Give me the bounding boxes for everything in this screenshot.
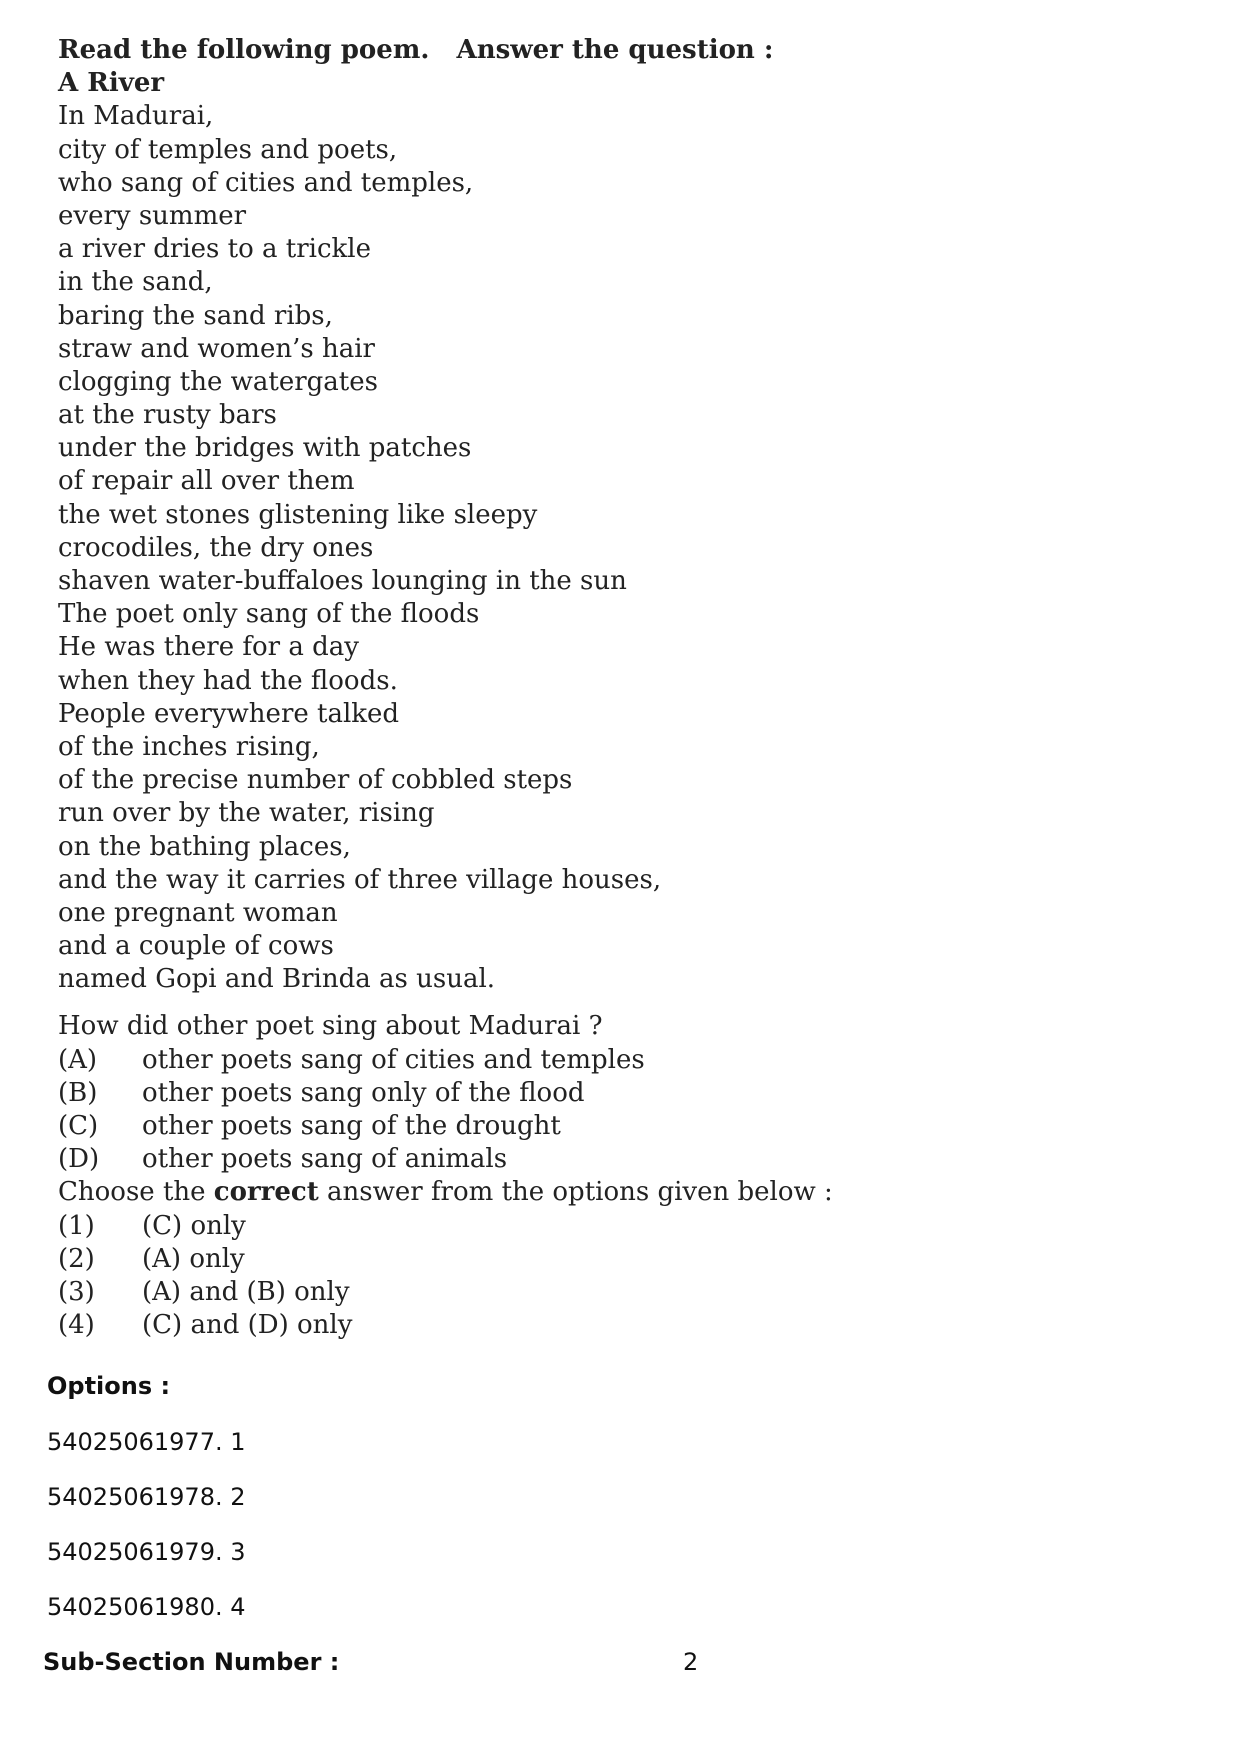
poem-line: when they had the floods. <box>58 665 398 696</box>
poem-line: who sang of cities and temples, <box>58 167 474 198</box>
poem-line: a river dries to a trickle <box>58 234 372 265</box>
question-stem: How did other poet sing about Madurai ? <box>58 1011 603 1042</box>
poem-line: He was there for a day <box>58 632 359 663</box>
question-image <box>58 34 1158 1342</box>
option-item-2[interactable]: 54025061978. 2 <box>47 1483 246 1511</box>
poem-line: of the precise number of cobbled steps <box>58 765 573 796</box>
poem-line: clogging the watergates <box>58 366 378 397</box>
answer-4 <box>58 1309 1158 1342</box>
poem-line: of the inches rising, <box>58 731 320 762</box>
poem-line: on the bathing places, <box>58 831 351 862</box>
statement-b <box>58 1077 1158 1110</box>
poem-line: In Madurai, <box>58 101 214 132</box>
poem-line: every summer <box>58 200 247 231</box>
options-heading: Options : <box>47 1372 171 1400</box>
option-item-3[interactable]: 54025061979. 3 <box>47 1538 246 1566</box>
answer-text: (C) and (D) only <box>142 1310 353 1341</box>
statement-label: (D) <box>58 1144 100 1175</box>
poem-line: at the rusty bars <box>58 400 277 431</box>
answer-1 <box>58 1210 1158 1243</box>
poem-line: straw and women’s hair <box>58 333 375 364</box>
statement-text: other poets sang of animals <box>142 1144 508 1175</box>
statement-label: (A) <box>58 1044 98 1075</box>
sub-section-label: Sub-Section Number : <box>43 1648 340 1676</box>
answer-label: (1) <box>58 1210 95 1241</box>
choose-bold: correct <box>213 1177 319 1208</box>
answer-label: (2) <box>58 1243 95 1274</box>
poem-line: in the sand, <box>58 267 213 298</box>
poem-title: A River <box>58 68 165 99</box>
poem-line: under the bridges with patches <box>58 433 472 464</box>
poem-line: of repair all over them <box>58 466 355 497</box>
answer-text: (A) and (B) only <box>142 1276 350 1307</box>
statement-c <box>58 1110 1158 1143</box>
choose-instruction <box>58 1176 1158 1209</box>
option-item-1[interactable]: 54025061977. 1 <box>47 1428 246 1456</box>
poem-line: crocodiles, the dry ones <box>58 532 374 563</box>
statement-text: other poets sang only of the flood <box>142 1077 585 1108</box>
poem-line: the wet stones glistening like sleepy <box>58 499 538 530</box>
poem-line: The poet only sang of the floods <box>58 599 480 630</box>
statement-label: (B) <box>58 1077 98 1108</box>
statement-label: (C) <box>58 1111 99 1141</box>
poem-line: shaven water-buffaloes lounging in the sun <box>58 566 627 596</box>
answer-3 <box>58 1276 1158 1309</box>
instruction: Read the following poem. Answer the question : <box>58 35 774 65</box>
answer-text: (C) only <box>142 1210 246 1241</box>
poem-line: run over by the water, rising <box>58 798 435 829</box>
poem-line: city of temples and poets, <box>58 134 398 165</box>
poem <box>58 100 1158 996</box>
poem-line: baring the sand ribs, <box>58 300 333 331</box>
choose-prefix: Choose the <box>58 1177 214 1208</box>
poem-line: named Gopi and Brinda as usual. <box>58 964 496 995</box>
statement-a <box>58 1044 1158 1077</box>
answer-text: (A) only <box>142 1243 245 1274</box>
sub-section-value: 2 <box>683 1648 699 1676</box>
poem-line: and a couple of cows <box>58 931 334 962</box>
poem-line: People everywhere talked <box>58 698 400 729</box>
choose-suffix: answer from the options given below : <box>318 1177 833 1208</box>
statement-text: other poets sang of cities and temples <box>142 1044 645 1075</box>
poem-line: and the way it carries of three village houses, <box>58 864 662 895</box>
poem-line: one pregnant woman <box>58 897 338 928</box>
option-item-4[interactable]: 54025061980. 4 <box>47 1593 246 1621</box>
statement-d <box>58 1143 1158 1176</box>
answer-2 <box>58 1243 1158 1276</box>
answer-label: (4) <box>58 1310 95 1341</box>
answer-label: (3) <box>58 1276 95 1307</box>
statement-text: other poets sang of the drought <box>142 1111 561 1141</box>
